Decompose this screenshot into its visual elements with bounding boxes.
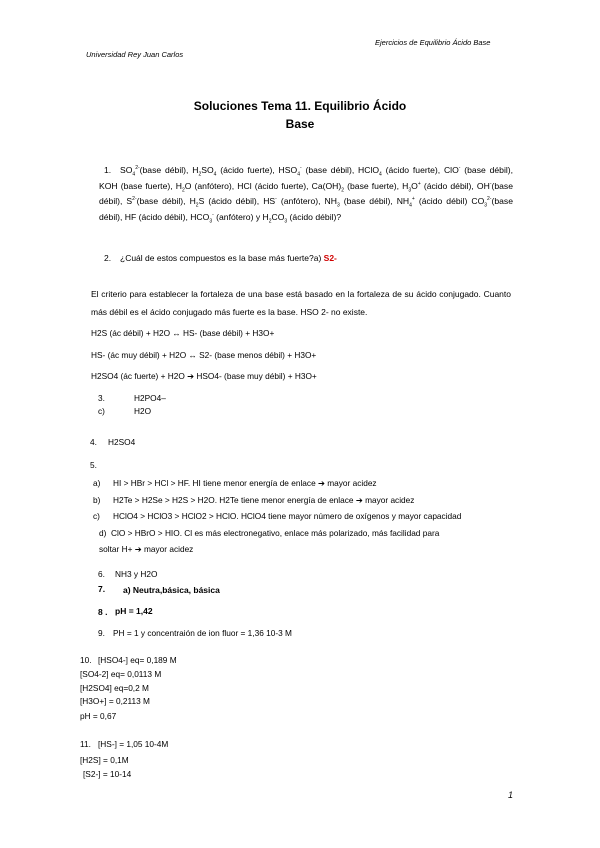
- q4-answer: H2SO4: [108, 437, 136, 447]
- q10-line-1: [HSO4-] eq= 0,189 M: [98, 655, 177, 665]
- q9-number: 9.: [98, 628, 105, 638]
- q4-number: 4.: [90, 437, 97, 447]
- q5-number: 5.: [90, 460, 97, 470]
- q1-formatted: $SO_4^{2-}(base$ débil), $H_2SO_4$ (ácido fuerte), $HSO_4^-$ (base débil), HClO$_4$ (ácido fuerte), ClO- (base débil), KOH (base fuerte), $H_2O$ (anfótero), HCl (ácido fuerte), $Ca(OH)_2$ (base fuerte), $H_3O^+$ (ácido débil), OH-(base débil), $S^{2-}(base$ débil), $H_2S$ (ácido débil), HS- (anfótero), $NH_3$ (base débil), $NH_4^+$ (ácido débil) $CO_3^{2-}(base$ débil), HF (ácido débil), $HCO_3^-$ (anfótero) y $H_2CO_3$ (ácido débil)?: [99, 165, 514, 225]
- q10-line-2: [SO4-2] eq= 0,0113 M: [80, 669, 162, 679]
- page-number: 1: [508, 790, 514, 800]
- equation-2: HS- (ác muy débil) + H2O ↔ S2- (base menos débil) + H3O+: [91, 350, 317, 360]
- q3-answer-1: H2PO4–: [134, 393, 166, 403]
- q10-number: 10.: [80, 655, 92, 665]
- q10-line-5: pH = 0,67: [80, 711, 117, 721]
- q5-a-text: HI > HBr > HCl > HF. HI tiene menor energía de enlace ➔ mayor acidez: [113, 478, 377, 488]
- explanation-paragraph: [91, 285, 511, 321]
- q2-answer: S2-: [323, 253, 337, 263]
- q2-number: 2.: [104, 253, 112, 263]
- q6-answer: NH3 y H2O: [115, 569, 158, 579]
- q5-c-text: HClO4 > HClO3 > HClO2 > HClO. HClO4 tiene mayor número de oxígenos y mayor capacidad: [113, 511, 462, 521]
- q11-line-3: [S2-] = 10-14: [83, 769, 132, 779]
- equation-1: H2S (ác débil) + H2O ↔ HS- (base débil) + H3O+: [91, 328, 275, 338]
- page-title-line2: Base: [285, 117, 315, 131]
- header-university: Universidad Rey Juan Carlos: [86, 50, 184, 59]
- q1-number: 1.: [104, 165, 112, 175]
- explanation-text: El criterio para establecer la fortaleza de una base está basado en la fortaleza de su ácido conjugado. Cuanto más débil es el ácido conjugado más fuerte es la base. HSO 2- no existe.: [91, 289, 511, 317]
- q6-number: 6.: [98, 569, 105, 579]
- q5-b-letter: b): [93, 495, 101, 505]
- q3-number: 3.: [98, 393, 105, 403]
- q5-continuation: soltar H+ ➔ mayor acidez: [99, 544, 194, 554]
- q11-line-2: [H2S] = 0,1M: [80, 755, 129, 765]
- q2-question-text: ¿Cuál de estos compuestos es la base más fuerte?a): [120, 253, 322, 263]
- q5-c-letter: c): [93, 511, 100, 521]
- q8-number: 8 .: [98, 607, 108, 617]
- q10-line-3: [H2SO4] eq=0,2 M: [80, 683, 149, 693]
- q3-answer-2: H2O: [134, 406, 152, 416]
- q7-answer: a) Neutra,básica, básica: [123, 585, 220, 595]
- q9-answer: PH = 1 y concentraión de ion fluor = 1,36 10-3 M: [113, 628, 292, 638]
- q5-d-letter: d): [99, 528, 107, 538]
- q8-answer: pH = 1,42: [115, 606, 153, 616]
- q3-letter: c): [98, 406, 105, 416]
- page-title: Soluciones Tema 11. Equilibrio Ácido: [193, 99, 407, 113]
- header-document-title: Ejercicios de Equilibrio Ácido Base: [375, 38, 491, 47]
- q5-a-letter: a): [93, 478, 101, 488]
- q11-number: 11.: [80, 739, 91, 749]
- q2-question: [120, 253, 337, 263]
- q7-number: 7.: [98, 584, 106, 594]
- equation-3: H2SO4 (ác fuerte) + H2O ➔ HSO4- (base muy débil) + H3O+: [91, 371, 317, 381]
- q5-d-text: ClO > HBrO > HIO. Cl es más electronegativo, enlace más polarizado, más facilidad para: [111, 528, 440, 538]
- q10-line-4: [H3O+] = 0,2113 M: [80, 696, 150, 706]
- q11-line-1: [HS-] = 1,05 10-4M: [98, 739, 169, 749]
- q5-b-text: H2Te > H2Se > H2S > H2O. H2Te tiene menor energía de enlace ➔ mayor acidez: [113, 495, 415, 505]
